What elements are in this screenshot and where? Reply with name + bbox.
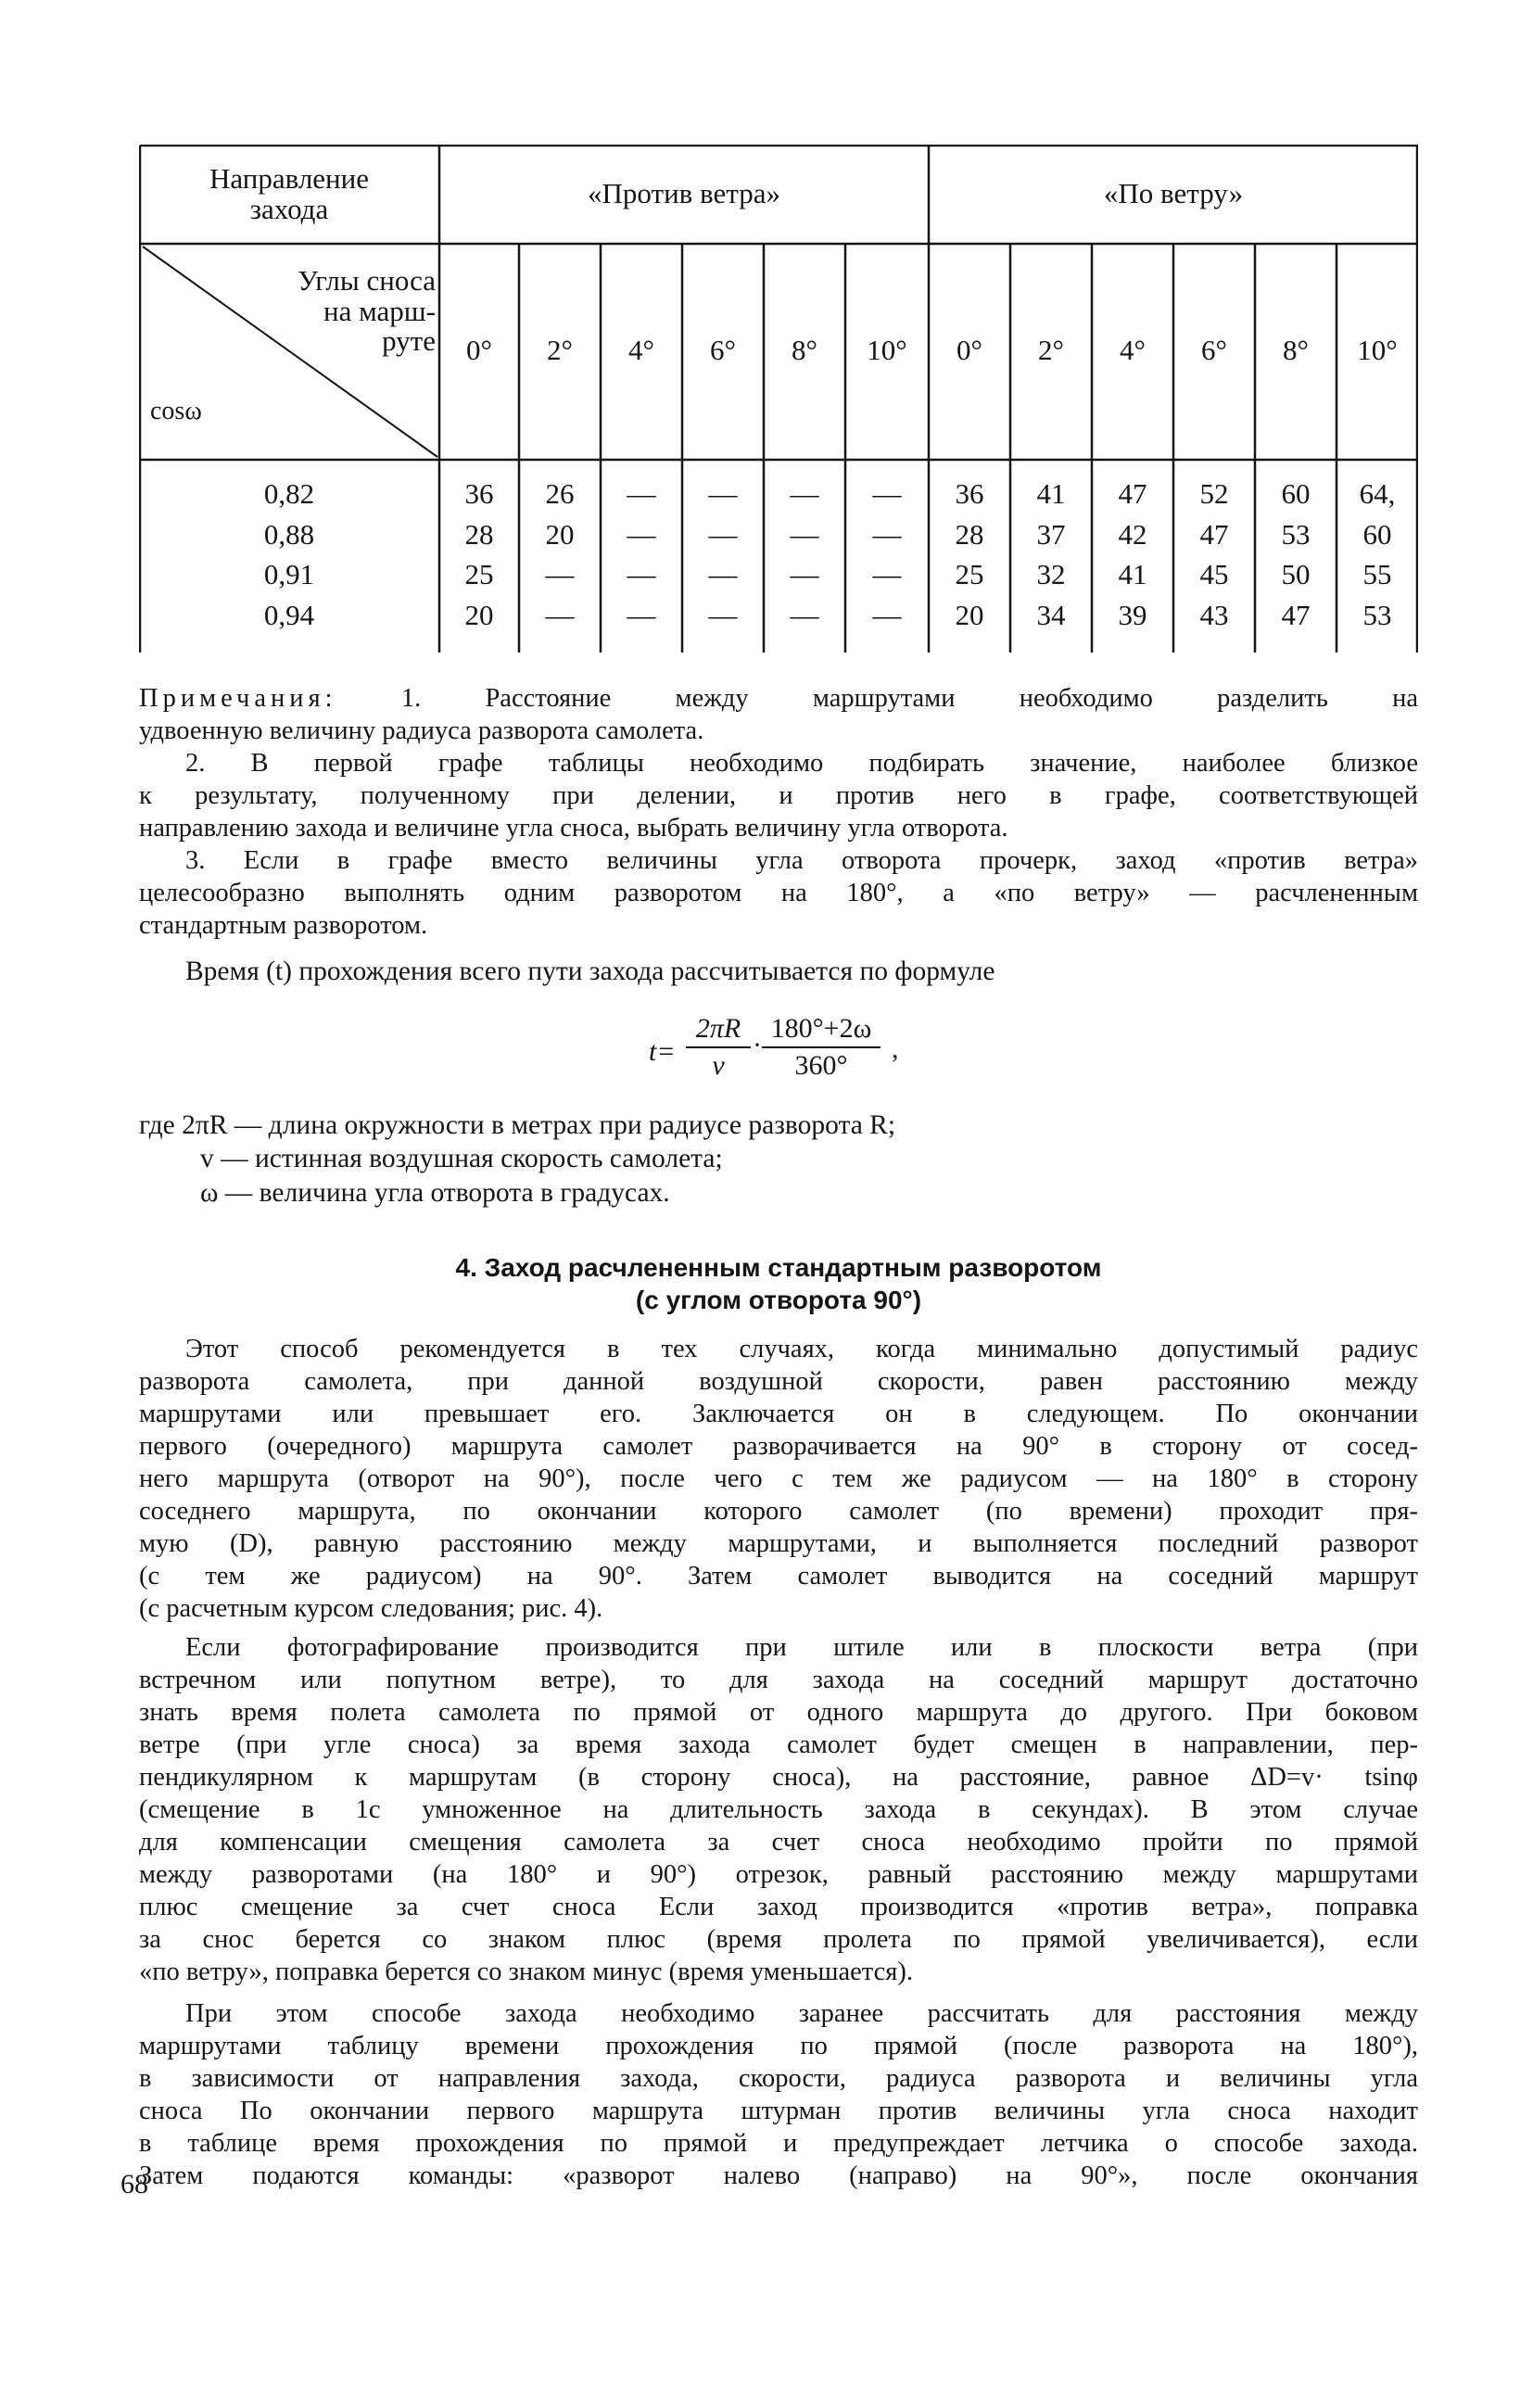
- para2-line: пендикулярном к маршрутам (в сторону сноса), на расстояние, равное ΔD=v· tsinφ: [139, 1763, 1418, 1793]
- drift-angle-table: [139, 145, 1418, 653]
- against-wind-cell: —: [545, 598, 575, 631]
- against-wind-cell: 36: [464, 477, 494, 511]
- angle-header: 4°: [1120, 333, 1146, 366]
- fraction-1-denominator: v: [712, 1050, 725, 1081]
- section-title-line-2: (с углом отворота 90°): [635, 1286, 922, 1314]
- formula-comma: ,: [892, 1033, 899, 1064]
- against-wind-cell: —: [708, 477, 738, 511]
- legend-where-R: где 2πR — длина окружности в метрах при радиусе разворота R;: [139, 1110, 896, 1140]
- cos-value: 0,94: [263, 598, 315, 631]
- with-wind-cell: 53: [1362, 598, 1392, 631]
- with-wind-cell: 52: [1199, 477, 1229, 511]
- formula-fraction-2: [762, 1013, 881, 1082]
- with-wind-cell: 47: [1199, 517, 1229, 551]
- angle-header: 10°: [867, 333, 907, 366]
- with-wind-cell: 34: [1036, 598, 1066, 631]
- legend-v: v — истинная воздушная скорость самолета;: [200, 1144, 723, 1174]
- against-wind-cell: 20: [464, 598, 494, 631]
- with-wind-cell: 20: [955, 598, 984, 631]
- notes-label: Примечания:: [139, 684, 337, 713]
- against-wind-cell: —: [872, 598, 902, 631]
- with-wind-cell: 39: [1118, 598, 1147, 631]
- against-wind-cell: 25: [464, 558, 494, 591]
- para2-line: плюс смещение за счет сноса Если заход производится «против ветра», поправка: [139, 1893, 1418, 1922]
- para3-line: маршрутами таблицу времени прохождения по прямой (после разворота на 180°),: [139, 2032, 1418, 2061]
- fraction-2-denominator: 360°: [794, 1050, 848, 1081]
- with-wind-cell: 50: [1281, 558, 1311, 591]
- para3-line: Затем подаются команды: «разворот налево (направо) на 90°», после окончания: [139, 2161, 1418, 2191]
- against-wind-cell: —: [872, 477, 902, 511]
- para3-line: При этом способе захода необходимо заранее рассчитать для расстояния между: [185, 1999, 1418, 2028]
- para1-line: разворота самолета, при данной воздушной скорости, равен расстоянию между: [139, 1367, 1418, 1397]
- note-3-line-3: стандартным разворотом.: [139, 911, 428, 941]
- para1-line: Этот способ рекомендуется в тех случаях, когда минимально допустимый радиус: [185, 1335, 1418, 1363]
- fraction-1-numerator: 2πR: [686, 1013, 751, 1048]
- formula-intro: [139, 955, 1418, 988]
- para1-line: (с тем же радиусом) на 90°. Затем самолет выводится на соседний маршрут: [139, 1562, 1418, 1591]
- header-against-wind: «Против ветра»: [588, 177, 780, 210]
- cos-value: 0,82: [263, 477, 315, 511]
- cos-value: 0,91: [263, 558, 315, 591]
- formula-dot: ·: [753, 1030, 762, 1060]
- note-2-line-2: к результату, полученному при делении, и против него в графе, соответствующей: [139, 781, 1418, 811]
- against-wind-cell: 28: [464, 517, 494, 551]
- with-wind-cell: 41: [1118, 558, 1147, 591]
- with-wind-cell: 47: [1281, 598, 1311, 631]
- with-wind-cell: 47: [1118, 477, 1147, 511]
- section-heading: [139, 1251, 1418, 1316]
- para1-line: первого (очередного) маршрута самолет разворачивается на 90° в сторону от сосед-: [139, 1432, 1418, 1462]
- para2-line: для компенсации смещения самолета за счет сноса необходимо пройти по прямой: [139, 1828, 1418, 1857]
- with-wind-cell: 55: [1362, 558, 1392, 591]
- note-3-line-2: целесообразно выполнять одним разворотом на 180°, а «по ветру» — расчлененным: [139, 879, 1418, 908]
- note-1-line-1: 1. Расстояние между маршрутами необходимо разделить на: [400, 684, 1419, 713]
- note-3-line-1: 3. Если в графе вместо величины угла отворота прочерк, заход «против ветра»: [185, 846, 1418, 876]
- formula-fraction-1: [686, 1013, 751, 1082]
- angle-header: 8°: [1283, 333, 1309, 366]
- section-title-line-1: 4. Заход расчлененным стандартным разворотом: [455, 1253, 1102, 1282]
- formula-legend: [139, 1109, 1418, 1210]
- para1-line: него маршрута (отворот на 90°), после чего с тем же радиусом — на 180° в сторону: [139, 1464, 1418, 1494]
- fraction-2-numerator: 180°+2ω: [762, 1013, 881, 1048]
- against-wind-cell: —: [545, 558, 575, 591]
- header-direction: Направление захода: [209, 161, 369, 225]
- notes-block: [139, 682, 1418, 942]
- note-2-line-1: 2. В первой графе таблицы необходимо подбирать значение, наиболее близкое: [185, 749, 1418, 779]
- against-wind-cell: —: [872, 558, 902, 591]
- page-number: 68: [120, 2169, 148, 2199]
- para3-line: в таблице время прохождения по прямой и предупреждает летчика о способе захода.: [139, 2129, 1418, 2159]
- para2-line: ветре (при угле сноса) за время захода самолет будет смещен в направлении, пер-: [139, 1730, 1418, 1760]
- diag-header-cos: cosω: [150, 397, 202, 426]
- against-wind-cell: —: [790, 558, 819, 591]
- note-1-line-2: удвоенную величину радиуса разворота самолета.: [139, 716, 704, 746]
- angle-header: 2°: [547, 333, 573, 366]
- with-wind-cell: 43: [1199, 598, 1229, 631]
- with-wind-cell: 36: [955, 477, 984, 511]
- angle-header: 0°: [466, 333, 492, 366]
- with-wind-cell: 41: [1036, 477, 1066, 511]
- with-wind-cell: 45: [1199, 558, 1229, 591]
- against-wind-cell: —: [708, 517, 738, 551]
- angle-header: 0°: [957, 333, 982, 366]
- against-wind-cell: —: [790, 477, 819, 511]
- against-wind-cell: —: [872, 517, 902, 551]
- against-wind-cell: —: [627, 598, 656, 631]
- against-wind-cell: —: [790, 598, 819, 631]
- with-wind-cell: 42: [1118, 517, 1147, 551]
- angle-header: 8°: [792, 333, 817, 366]
- paragraph-1: [139, 1333, 1418, 1625]
- against-wind-cell: —: [708, 598, 738, 631]
- with-wind-cell: 25: [955, 558, 984, 591]
- against-wind-cell: —: [627, 477, 656, 511]
- para2-line: за снос берется со знаком плюс (время пролета по прямой увеличивается), если: [139, 1925, 1418, 1955]
- para2-line: Если фотографирование производится при штиле или в плоскости ветра (при: [185, 1633, 1418, 1662]
- against-wind-cell: —: [627, 517, 656, 551]
- against-wind-cell: —: [708, 558, 738, 591]
- with-wind-cell: 37: [1036, 517, 1066, 551]
- para1-line: мую (D), равную расстоянию между маршрутами, и выполняется последний разворот: [139, 1529, 1418, 1559]
- against-wind-cell: —: [627, 558, 656, 591]
- with-wind-cell: 32: [1036, 558, 1066, 591]
- paragraph-3: [139, 1997, 1418, 2192]
- diag-header-drift-angles: Углы сноса на марш- руте: [298, 264, 436, 358]
- para1-line: маршрутами или превышает его. Заключается он в следующем. По окончании: [139, 1400, 1418, 1429]
- against-wind-cell: 20: [545, 517, 575, 551]
- with-wind-cell: 60: [1281, 477, 1311, 511]
- para1-line: (с расчетным курсом следования; рис. 4).: [139, 1594, 603, 1624]
- cos-value: 0,88: [263, 517, 315, 551]
- para2-line: между разворотами (на 180° и 90°) отрезок, равный расстоянию между маршрутами: [139, 1860, 1418, 1890]
- header-with-wind: «По ветру»: [1103, 177, 1244, 210]
- formula-lhs: t=: [649, 1036, 676, 1067]
- para2-line: «по ветру», поправка берется со знаком минус (время уменьшается).: [139, 1958, 913, 1987]
- with-wind-cell: 60: [1362, 517, 1392, 551]
- angle-header: 10°: [1357, 333, 1398, 366]
- para3-line: в зависимости от направления захода, скорости, радиуса разворота и величины угла: [139, 2064, 1418, 2094]
- note-2-line-3: направлению захода и величине угла сноса, выбрать величину угла отворота.: [139, 814, 1008, 843]
- angle-header: 6°: [710, 333, 736, 366]
- angle-header: 2°: [1038, 333, 1064, 366]
- para2-line: встречном или попутном ветре), то для захода на соседний маршрут достаточно: [139, 1666, 1418, 1695]
- para2-line: знать время полета самолета по прямой от одного маршрута до другого. При боковом: [139, 1698, 1418, 1728]
- with-wind-cell: 28: [955, 517, 984, 551]
- angle-header: 6°: [1201, 333, 1227, 366]
- para1-line: соседнего маршрута, по окончании которого самолет (по времени) проходит пря-: [139, 1497, 1418, 1527]
- para2-line: (смещение в 1с умноженное на длительность захода в секундах). В этом случае: [139, 1795, 1418, 1825]
- time-formula: [649, 1006, 945, 1098]
- formula-intro-text: Время (t) прохождения всего пути захода рассчитывается по формуле: [185, 957, 995, 986]
- with-wind-cell: 64,: [1359, 477, 1396, 511]
- with-wind-cell: 53: [1281, 517, 1311, 551]
- angle-header: 4°: [628, 333, 654, 366]
- para3-line: сноса По окончании первого маршрута штурман против величины угла сноса находит: [139, 2097, 1418, 2126]
- paragraph-2: [139, 1631, 1418, 1989]
- against-wind-cell: —: [790, 517, 819, 551]
- legend-omega: ω — величина угла отворота в градусах.: [200, 1177, 670, 1208]
- against-wind-cell: 26: [545, 477, 575, 511]
